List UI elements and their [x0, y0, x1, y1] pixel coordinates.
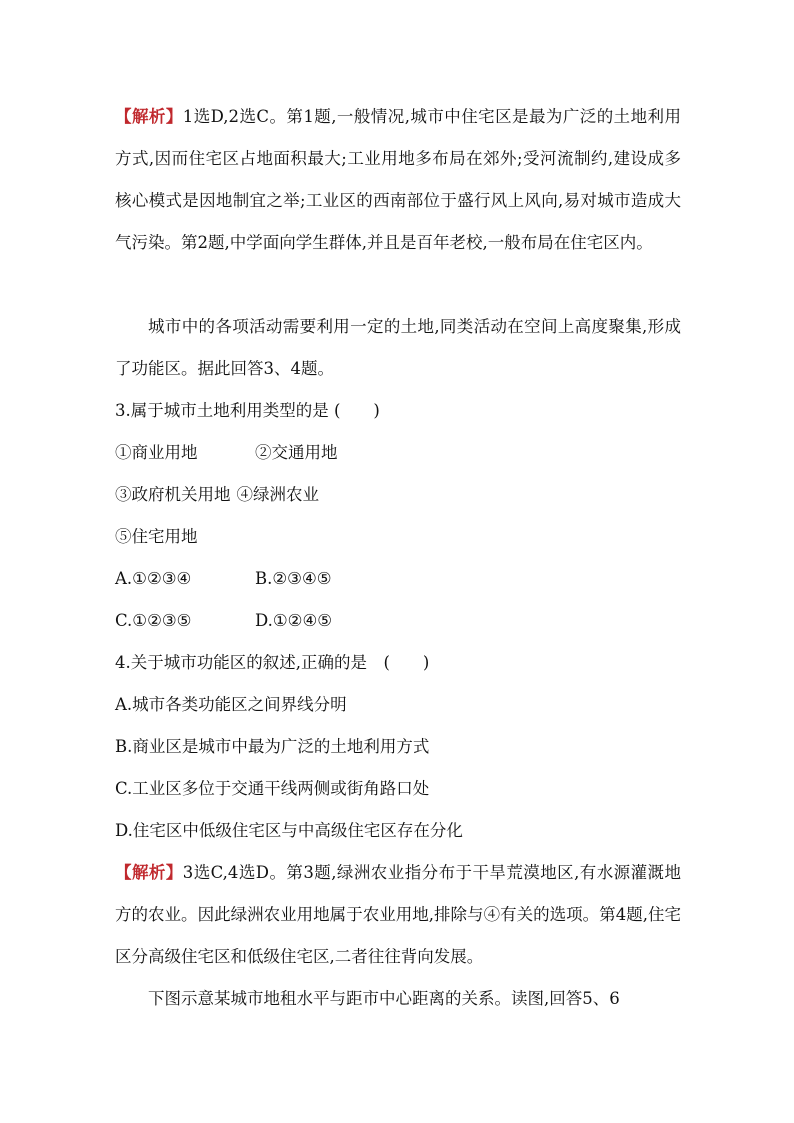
- question-3-items-row-1: [115, 432, 681, 474]
- question-4-stem: 4.关于城市功能区的叙述,正确的是 ( ): [115, 653, 430, 672]
- analysis-paragraph-2: [115, 852, 681, 978]
- analysis-tag: 【解析】: [115, 863, 183, 882]
- question-3-options-row-2: [115, 600, 681, 642]
- analysis-paragraph-1: [115, 96, 681, 264]
- option-c[interactable]: C.①②③⑤: [115, 611, 192, 630]
- question-3-stem: 3.属于城市土地利用类型的是 ( ): [115, 401, 380, 420]
- question-3-item: ④绿洲农业: [236, 485, 319, 504]
- option-a[interactable]: A.①②③④: [115, 569, 192, 588]
- option-d[interactable]: D.①②④⑤: [255, 611, 333, 630]
- question-3-item: ⑤住宅用地: [115, 527, 198, 546]
- question-3-item: ②交通用地: [255, 443, 338, 462]
- analysis-tag: 【解析】: [115, 107, 183, 126]
- next-question-intro-text: 下图示意某城市地租水平与距市中心距离的关系。读图,回答5、6: [148, 989, 620, 1008]
- intro-paragraph: 城市中的各项活动需要利用一定的土地,同类活动在空间上高度聚集,形成了功能区。据此回答3、4题。: [115, 317, 681, 378]
- option-b[interactable]: B.②③④⑤: [255, 569, 332, 588]
- question-4: [115, 642, 681, 852]
- option-a[interactable]: A.城市各类功能区之间界线分明: [115, 695, 347, 714]
- next-question-intro: [115, 978, 681, 1020]
- question-3-item: ①商业用地: [115, 443, 198, 462]
- analysis-text: 3选C,4选D。第3题,绿洲农业指分布于干旱荒漠地区,有水源灌溉地方的农业。因此绿洲农业用地属于农业用地,排除与④有关的选项。第4题,住宅区分高级住宅区和低级住宅区,二者往往背向发展。: [115, 863, 681, 966]
- question-3-options-row-1: [115, 558, 681, 600]
- option-c[interactable]: C.工业区多位于交通干线两侧或街角路口处: [115, 779, 430, 798]
- question-3-item: ③政府机关用地: [115, 485, 231, 504]
- analysis-text: 1选D,2选C。第1题,一般情况,城市中住宅区是最为广泛的土地利用方式,因而住宅区占地面积最大;工业用地多布局在郊外;受河流制约,建设成多核心模式是因地制宜之举;工业区的西南部位于盛行风上风向,易对城市造成大气污染。第2题,中学面向学生群体,并且是百年老校,一般布局在住宅区内。: [115, 107, 681, 252]
- question-3: [115, 390, 681, 642]
- option-b[interactable]: B.商业区是城市中最为广泛的土地利用方式: [115, 737, 430, 756]
- option-d[interactable]: D.住宅区中低级住宅区与中高级住宅区存在分化: [115, 821, 463, 840]
- question-3-items-row-2: [115, 474, 681, 516]
